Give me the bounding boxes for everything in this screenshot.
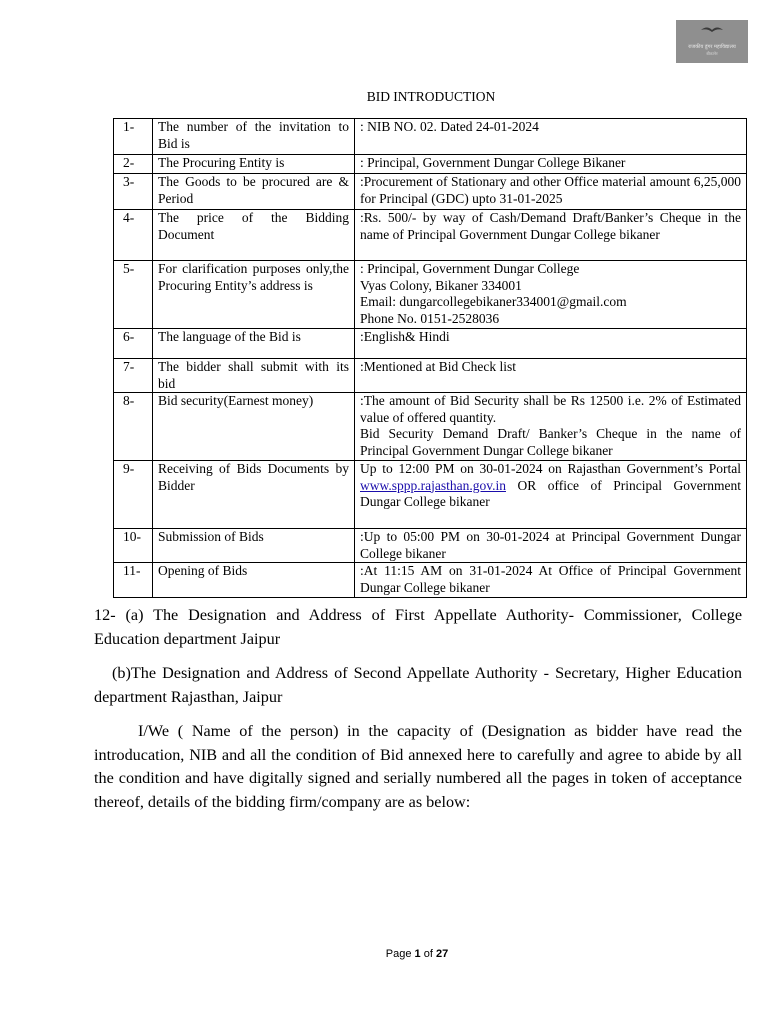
row-number: 4- xyxy=(114,210,153,261)
row-label: The Goods to be procured are & Period xyxy=(153,174,355,210)
table-row xyxy=(114,461,747,529)
row-value: :English& Hindi xyxy=(355,329,747,359)
page-number xyxy=(0,948,770,960)
bird-emblem-icon xyxy=(700,25,724,35)
table-row xyxy=(114,563,747,598)
row-number: 7- xyxy=(114,359,153,393)
row-number: 9- xyxy=(114,461,153,529)
bid-security-amount: :The amount of Bid Security shall be Rs 12500 i.e. 2% of Estimated value of offered quantity. xyxy=(360,393,741,425)
row-value: :Procurement of Stationary and other Office material amount 6,25,000 for Principal (GDC) upto 31-01-2025 xyxy=(355,174,747,210)
row-label: Receiving of Bids Documents by Bidder xyxy=(153,461,355,529)
bidder-declaration: I/We ( Name of the person) in the capacity of (Designation as bidder have read the introducation, NIB and all the condition of Bid annexed here to carefully and agree to abide by all the condition and have digitally signed and serially numbered all the pages in token of acceptance thereof, details of the bidding firm/company are as below: xyxy=(94,722,742,811)
row-label: For clarification purposes only,the Procuring Entity’s address is xyxy=(153,261,355,329)
row-number: 10- xyxy=(114,529,153,563)
row-value: : NIB NO. 02. Dated 24-01-2024 xyxy=(355,119,747,155)
row-number: 2- xyxy=(114,155,153,174)
second-appellate-authority: (b)The Designation and Address of Second Appellate Authority - Secretary, Higher Education department Rajasthan, Jaipur xyxy=(94,664,742,706)
page-title: BID INTRODUCTION xyxy=(366,89,496,104)
row-value xyxy=(355,393,747,461)
row-label: Bid security(Earnest money) xyxy=(153,393,355,461)
row-number: 6- xyxy=(114,329,153,359)
bid-security-payee: Bid Security Demand Draft/ Banker’s Cheque in the name of Principal Government Dungar College bikaner xyxy=(360,426,741,458)
row-value xyxy=(355,261,747,329)
row-number: 11- xyxy=(114,563,153,598)
table-row xyxy=(114,393,747,461)
address-line: : Principal, Government Dungar College xyxy=(360,261,580,276)
page-of: of xyxy=(420,948,436,960)
address-line: Vyas Colony, Bikaner 334001 xyxy=(360,277,522,293)
row-value: :Up to 05:00 PM on 30-01-2024 at Principal Government Dungar College bikaner xyxy=(355,529,747,563)
page-prefix: Page xyxy=(385,948,415,960)
current-page: 1 xyxy=(414,948,421,960)
logo-line-1: राजकीय डूंगर महाविद्यालय xyxy=(688,44,736,50)
row-label: Submission of Bids xyxy=(153,529,355,563)
table-row xyxy=(114,174,747,210)
row-value: :Rs. 500/- by way of Cash/Demand Draft/Banker’s Cheque in the name of Principal Government Dungar College bikaner xyxy=(355,210,747,261)
receiving-text-post: OR office of Principal Government Dungar College bikaner xyxy=(360,477,741,509)
table-row xyxy=(114,329,747,359)
phone-line: Phone No. 0151-2528036 xyxy=(360,310,500,326)
sppp-portal-link[interactable]: www.sppp.rajasthan.gov.in xyxy=(360,477,506,493)
college-logo xyxy=(676,20,748,63)
row-number: 1- xyxy=(114,119,153,155)
table-row xyxy=(114,359,747,393)
table-row xyxy=(114,529,747,563)
row-label: The number of the invitation to Bid is xyxy=(153,119,355,155)
row-value: :At 11:15 AM on 31-01-2024 At Office of Principal Government Dungar College bikaner xyxy=(355,563,747,598)
row-number: 3- xyxy=(114,174,153,210)
logo-line-2: बीकानेर xyxy=(706,51,718,56)
total-pages: 27 xyxy=(435,948,449,960)
receiving-text-pre: Up to 12:00 PM on 30-01-2024 on Rajasthan Government’s Portal xyxy=(360,461,741,476)
row-value xyxy=(355,461,747,529)
first-appellate-authority: 12- (a) The Designation and Address of First Appellate Authority- Commissioner, College Education department Jaipur xyxy=(94,606,742,648)
bid-details-table xyxy=(113,118,747,598)
table-row xyxy=(114,155,747,174)
row-label: The Procuring Entity is xyxy=(153,155,355,174)
row-label: The price of the Bidding Document xyxy=(153,210,355,261)
row-number: 8- xyxy=(114,393,153,461)
row-value: : Principal, Government Dungar College Bikaner xyxy=(355,155,747,174)
row-label: Opening of Bids xyxy=(153,563,355,598)
table-row xyxy=(114,119,747,155)
row-label: The bidder shall submit with its bid xyxy=(153,359,355,393)
table-row xyxy=(114,261,747,329)
row-number: 5- xyxy=(114,261,153,329)
row-label: The language of the Bid is xyxy=(153,329,355,359)
table-row xyxy=(114,210,747,261)
row-value: :Mentioned at Bid Check list xyxy=(355,359,747,393)
email-line: Email: dungarcollegebikaner334001@gmail.com xyxy=(360,294,627,309)
